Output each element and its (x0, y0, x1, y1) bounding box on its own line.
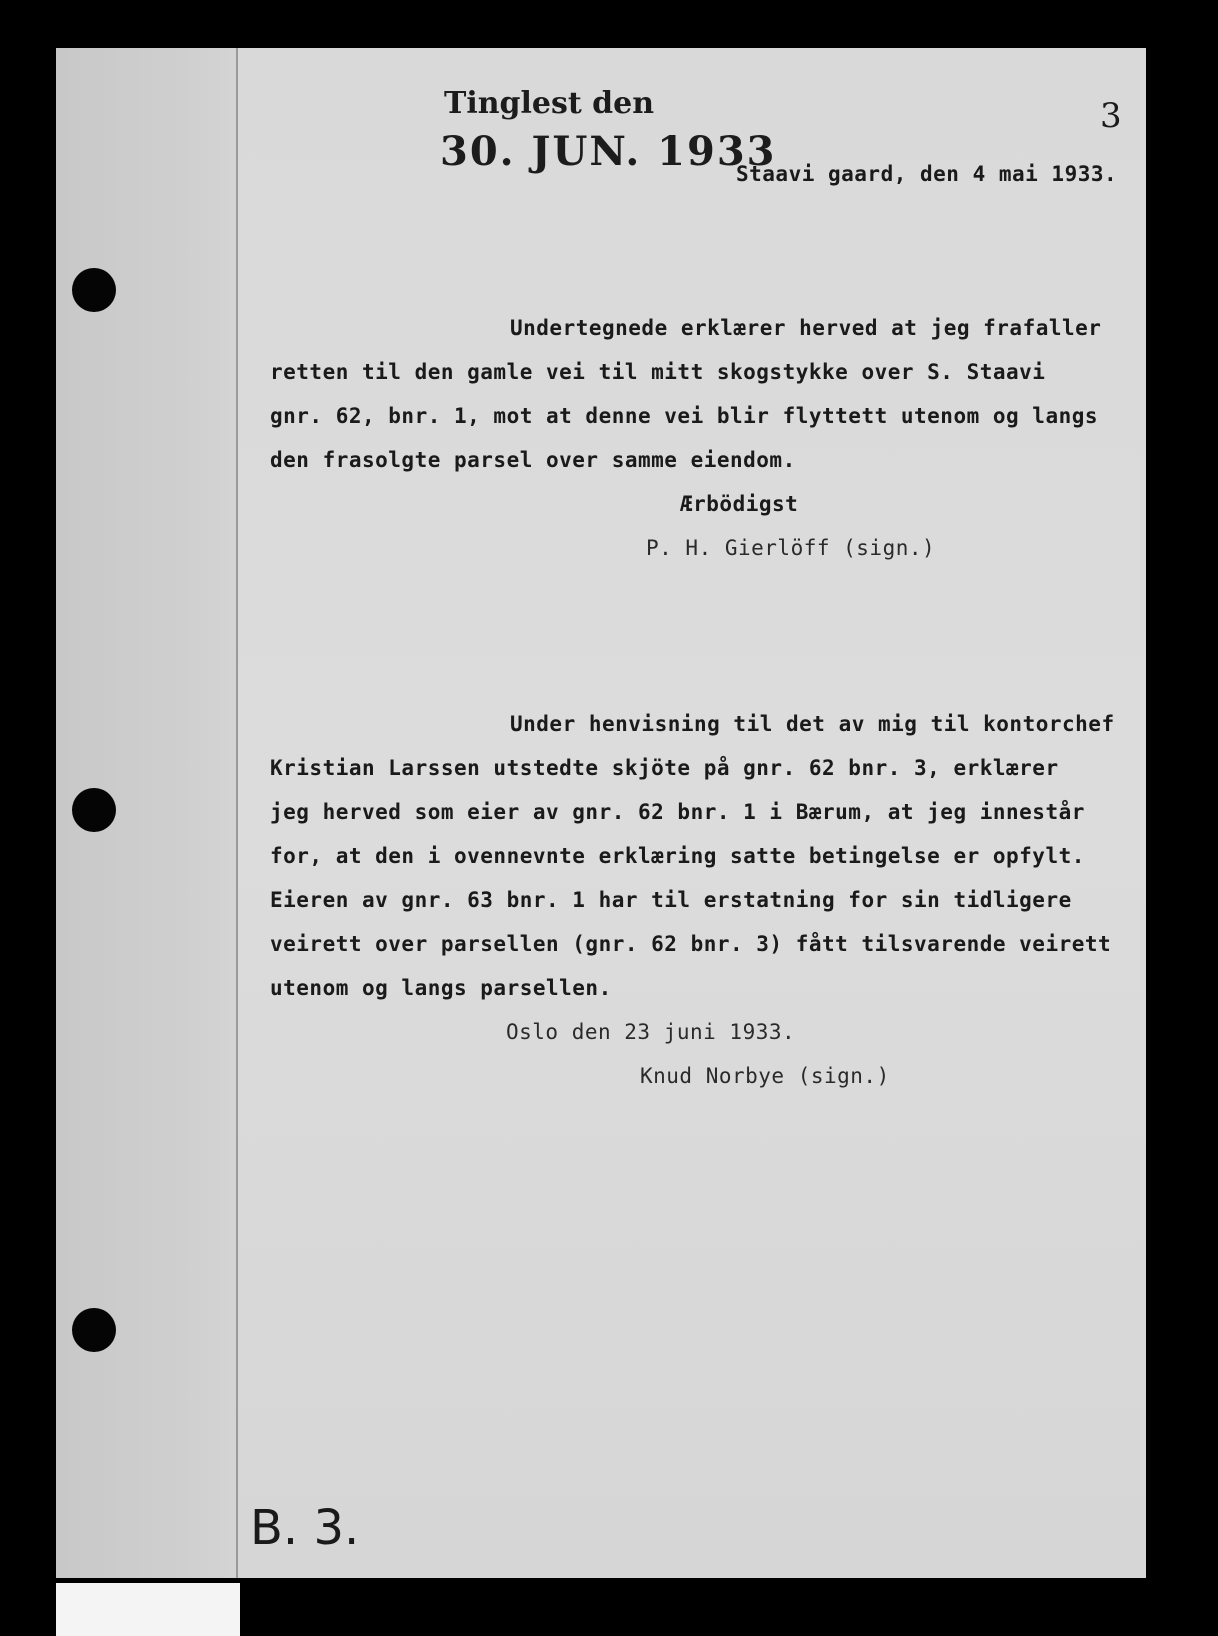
letter2-body-line: for, at den i ovennevnte erklæring satte betingelse er opfylt. (270, 844, 1085, 868)
letter1-body-line: retten til den gamle vei til mitt skogstykke over S. Staavi (270, 360, 1046, 384)
handwritten-note: B. 3. (250, 1500, 360, 1556)
letter2-body-line: Eieren av gnr. 63 bnr. 1 har til erstatning for sin tidligere (270, 888, 1072, 912)
punch-hole (72, 788, 116, 832)
registration-stamp-label: Tinglest den (444, 86, 655, 121)
registration-stamp-date: 30. JUN. 1933 (440, 128, 777, 175)
punch-hole (72, 1308, 116, 1352)
letter1-body-line: gnr. 62, bnr. 1, mot at denne vei blir flyttett utenom og langs (270, 404, 1099, 428)
letter2-body-line: Kristian Larssen utstedte skjöte på gnr. 62 bnr. 3, erklærer (270, 756, 1059, 780)
letter1-date-line: Staavi gaard, den 4 mai 1933. (736, 162, 1118, 186)
film-frame-label (56, 1583, 240, 1636)
letter1-body-line: den frasolgte parsel over samme eiendom. (270, 448, 796, 472)
page-number: 3 (1100, 96, 1122, 136)
letter1-signature: P. H. Gierlöff (sign.) (646, 536, 936, 560)
letter2-body-line: Under henvisning til det av mig til kontorchef (510, 712, 1115, 736)
letter2-body-line: jeg herved som eier av gnr. 62 bnr. 1 i Bærum, at jeg innestår (270, 800, 1085, 824)
letter1-body-line: Undertegnede erklærer herved at jeg frafaller (510, 316, 1102, 340)
letter2-body-line: veirett over parsellen (gnr. 62 bnr. 3) fått tilsvarende veirett (270, 932, 1112, 956)
punch-hole (72, 268, 116, 312)
letter2-signature: Knud Norbye (sign.) (640, 1064, 890, 1088)
letter2-body-line: utenom og langs parsellen. (270, 976, 612, 1000)
letter1-closing: Ærbödigst (680, 492, 799, 516)
letter2-place-date: Oslo den 23 juni 1933. (506, 1020, 796, 1044)
margin-fold-line (236, 48, 238, 1578)
